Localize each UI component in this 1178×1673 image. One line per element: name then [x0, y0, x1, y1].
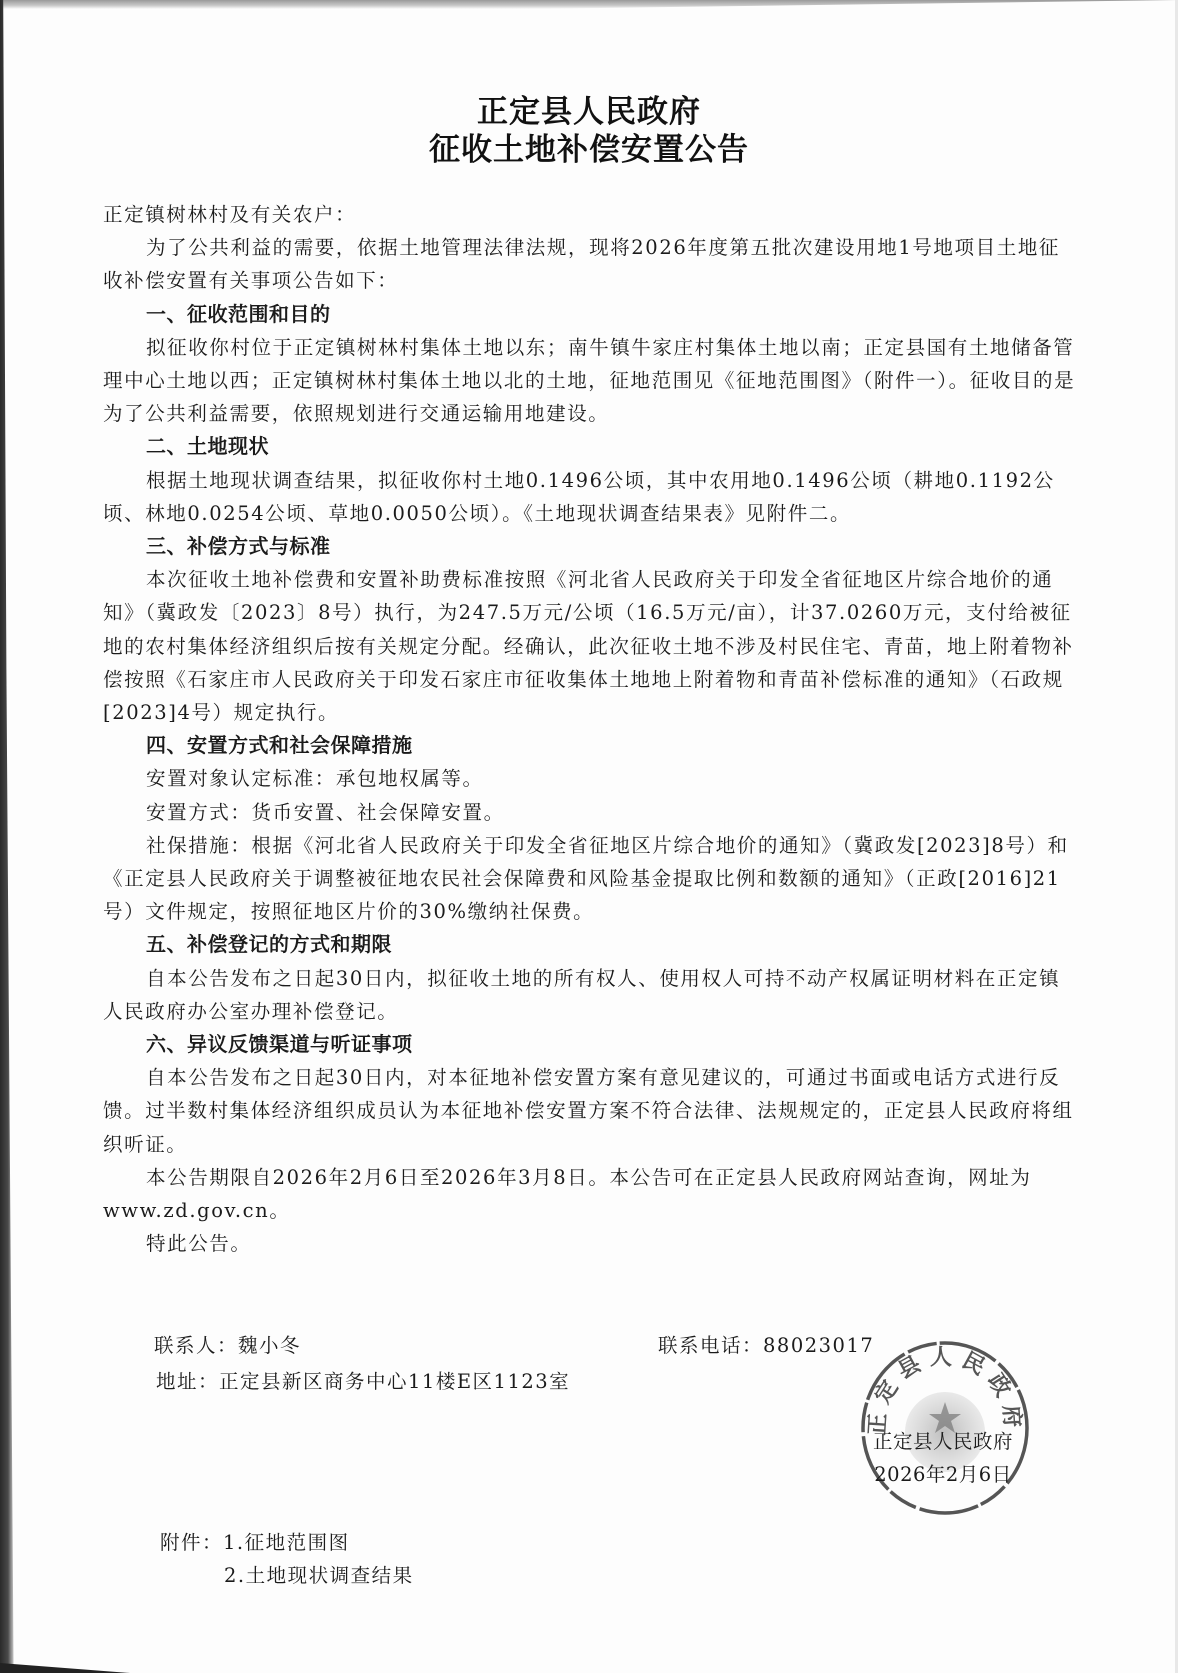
- section-5-paragraph: 自本公告发布之日起30日内，拟征收土地的所有权人、使用权人可持不动产权属证明材料在正定镇人民政府办公室办理补偿登记。: [103, 966, 1061, 1023]
- contact-person: 联系人：魏小冬: [154, 1334, 302, 1357]
- seal-text: 正定县人民政府: [865, 1345, 1025, 1437]
- issuer-name: 正定县人民政府: [872, 1430, 1013, 1453]
- signature-block: [848, 1425, 1038, 1491]
- section-heading-3: 三、补偿方式与标准: [146, 534, 331, 559]
- section-heading-1: 一、征收范围和目的: [146, 301, 331, 326]
- attachment-item-1: 1.征地范围图: [223, 1531, 350, 1554]
- attachment-label: 附件：: [160, 1531, 224, 1554]
- contact-phone: 联系电话：88023017: [658, 1334, 875, 1357]
- section-4-paragraph-1: 安置对象认定标准：承包地权属等。: [146, 767, 484, 791]
- section-3-paragraph: 本次征收土地补偿费和安置补助费标准按照《河北省人民政府关于印发全省征地区片综合地价的通知》（冀政发〔2023〕8号）执行，为247.5万元/公顷（16.5万元/亩），计37.0260万元，支付给被征地的农村集体经济组织后按有关规定分配。经确认，此次征收土地不涉及村民住宅、青苗，地上附着物补偿按照《石家庄市人民政府关于印发石家庄市征收集体土地地上附着物和青苗补偿标准的通知》（石政规[2023]4号）规定执行。: [103, 568, 1074, 725]
- section-6-paragraph-1: 自本公告发布之日起30日内，对本征地补偿安置方案有意见建议的，可通过书面或电话方式进行反馈。过半数村集体经济组织成员认为本征地补偿安置方案不符合法律、法规规定的，正定县人民政府将组织听证。: [103, 1066, 1074, 1156]
- section-2-paragraph: 根据土地现状调查结果，拟征收你村土地0.1496公顷，其中农用地0.1496公顷（耕地0.1192公顷、林地0.0254公顷、草地0.0050公顷）。《土地现状调查结果表》见附件二。: [103, 468, 1055, 525]
- scan-top-shadow: [0, 0, 1178, 9]
- section-heading-4: 四、安置方式和社会保障措施: [146, 733, 413, 758]
- salutation: 正定镇树林村及有关农户：: [103, 203, 357, 226]
- closing-statement: 特此公告。: [146, 1232, 252, 1256]
- section-heading-6: 六、异议反馈渠道与听证事项: [146, 1032, 413, 1057]
- scan-left-edge: [0, 0, 16, 1673]
- notice-period-paragraph: 本公告期限自2026年2月6日至2026年3月8日。本公告可在正定县人民政府网站查询，网址为www.zd.gov.cn。: [103, 1165, 1032, 1223]
- issue-date: 2026年2月6日: [874, 1463, 1012, 1486]
- attachment-2: 2.土地现状调查结果: [224, 1564, 414, 1587]
- document-title-line1: 正定县人民政府: [477, 94, 701, 130]
- document-body: [103, 198, 1081, 1261]
- section-heading-5: 五、补偿登记的方式和期限: [146, 932, 392, 957]
- section-4-paragraph-2: 安置方式：货币安置、社会保障安置。: [146, 800, 505, 824]
- section-heading-2: 二、土地现状: [146, 434, 269, 459]
- scan-bottom-corner: [0, 1663, 130, 1673]
- section-1-paragraph: 拟征收你村位于正定镇树林村集体土地以东；南牛镇牛家庄村集体土地以南；正定县国有土地储备管理中心土地以西；正定镇树林村集体土地以北的土地，征地范围见《征地范围图》（附件一）。征收目的是为了公共利益需要，依照规划进行交通运输用地建设。: [103, 335, 1076, 426]
- contact-address: 地址：正定县新区商务中心11楼E区1123室: [156, 1370, 571, 1393]
- intro-paragraph: 为了公共利益的需要，依据土地管理法律法规，现将2026年度第五批次建设用地1号地项目土地征收补偿安置有关事项公告如下：: [103, 236, 1061, 293]
- attachment-1: [160, 1527, 350, 1555]
- section-4-paragraph-3: 社保措施：根据《河北省人民政府关于印发全省征地区片综合地价的通知》（冀政发[2023]8号）和《正定县人民政府关于调整被征地农民社会保障费和风险基金提取比例和数额的通知》（正政[2016]21号）文件规定，按照征地区片价的30%缴纳社保费。: [103, 833, 1069, 924]
- document-title-line2: 征收土地补偿安置公告: [429, 132, 749, 168]
